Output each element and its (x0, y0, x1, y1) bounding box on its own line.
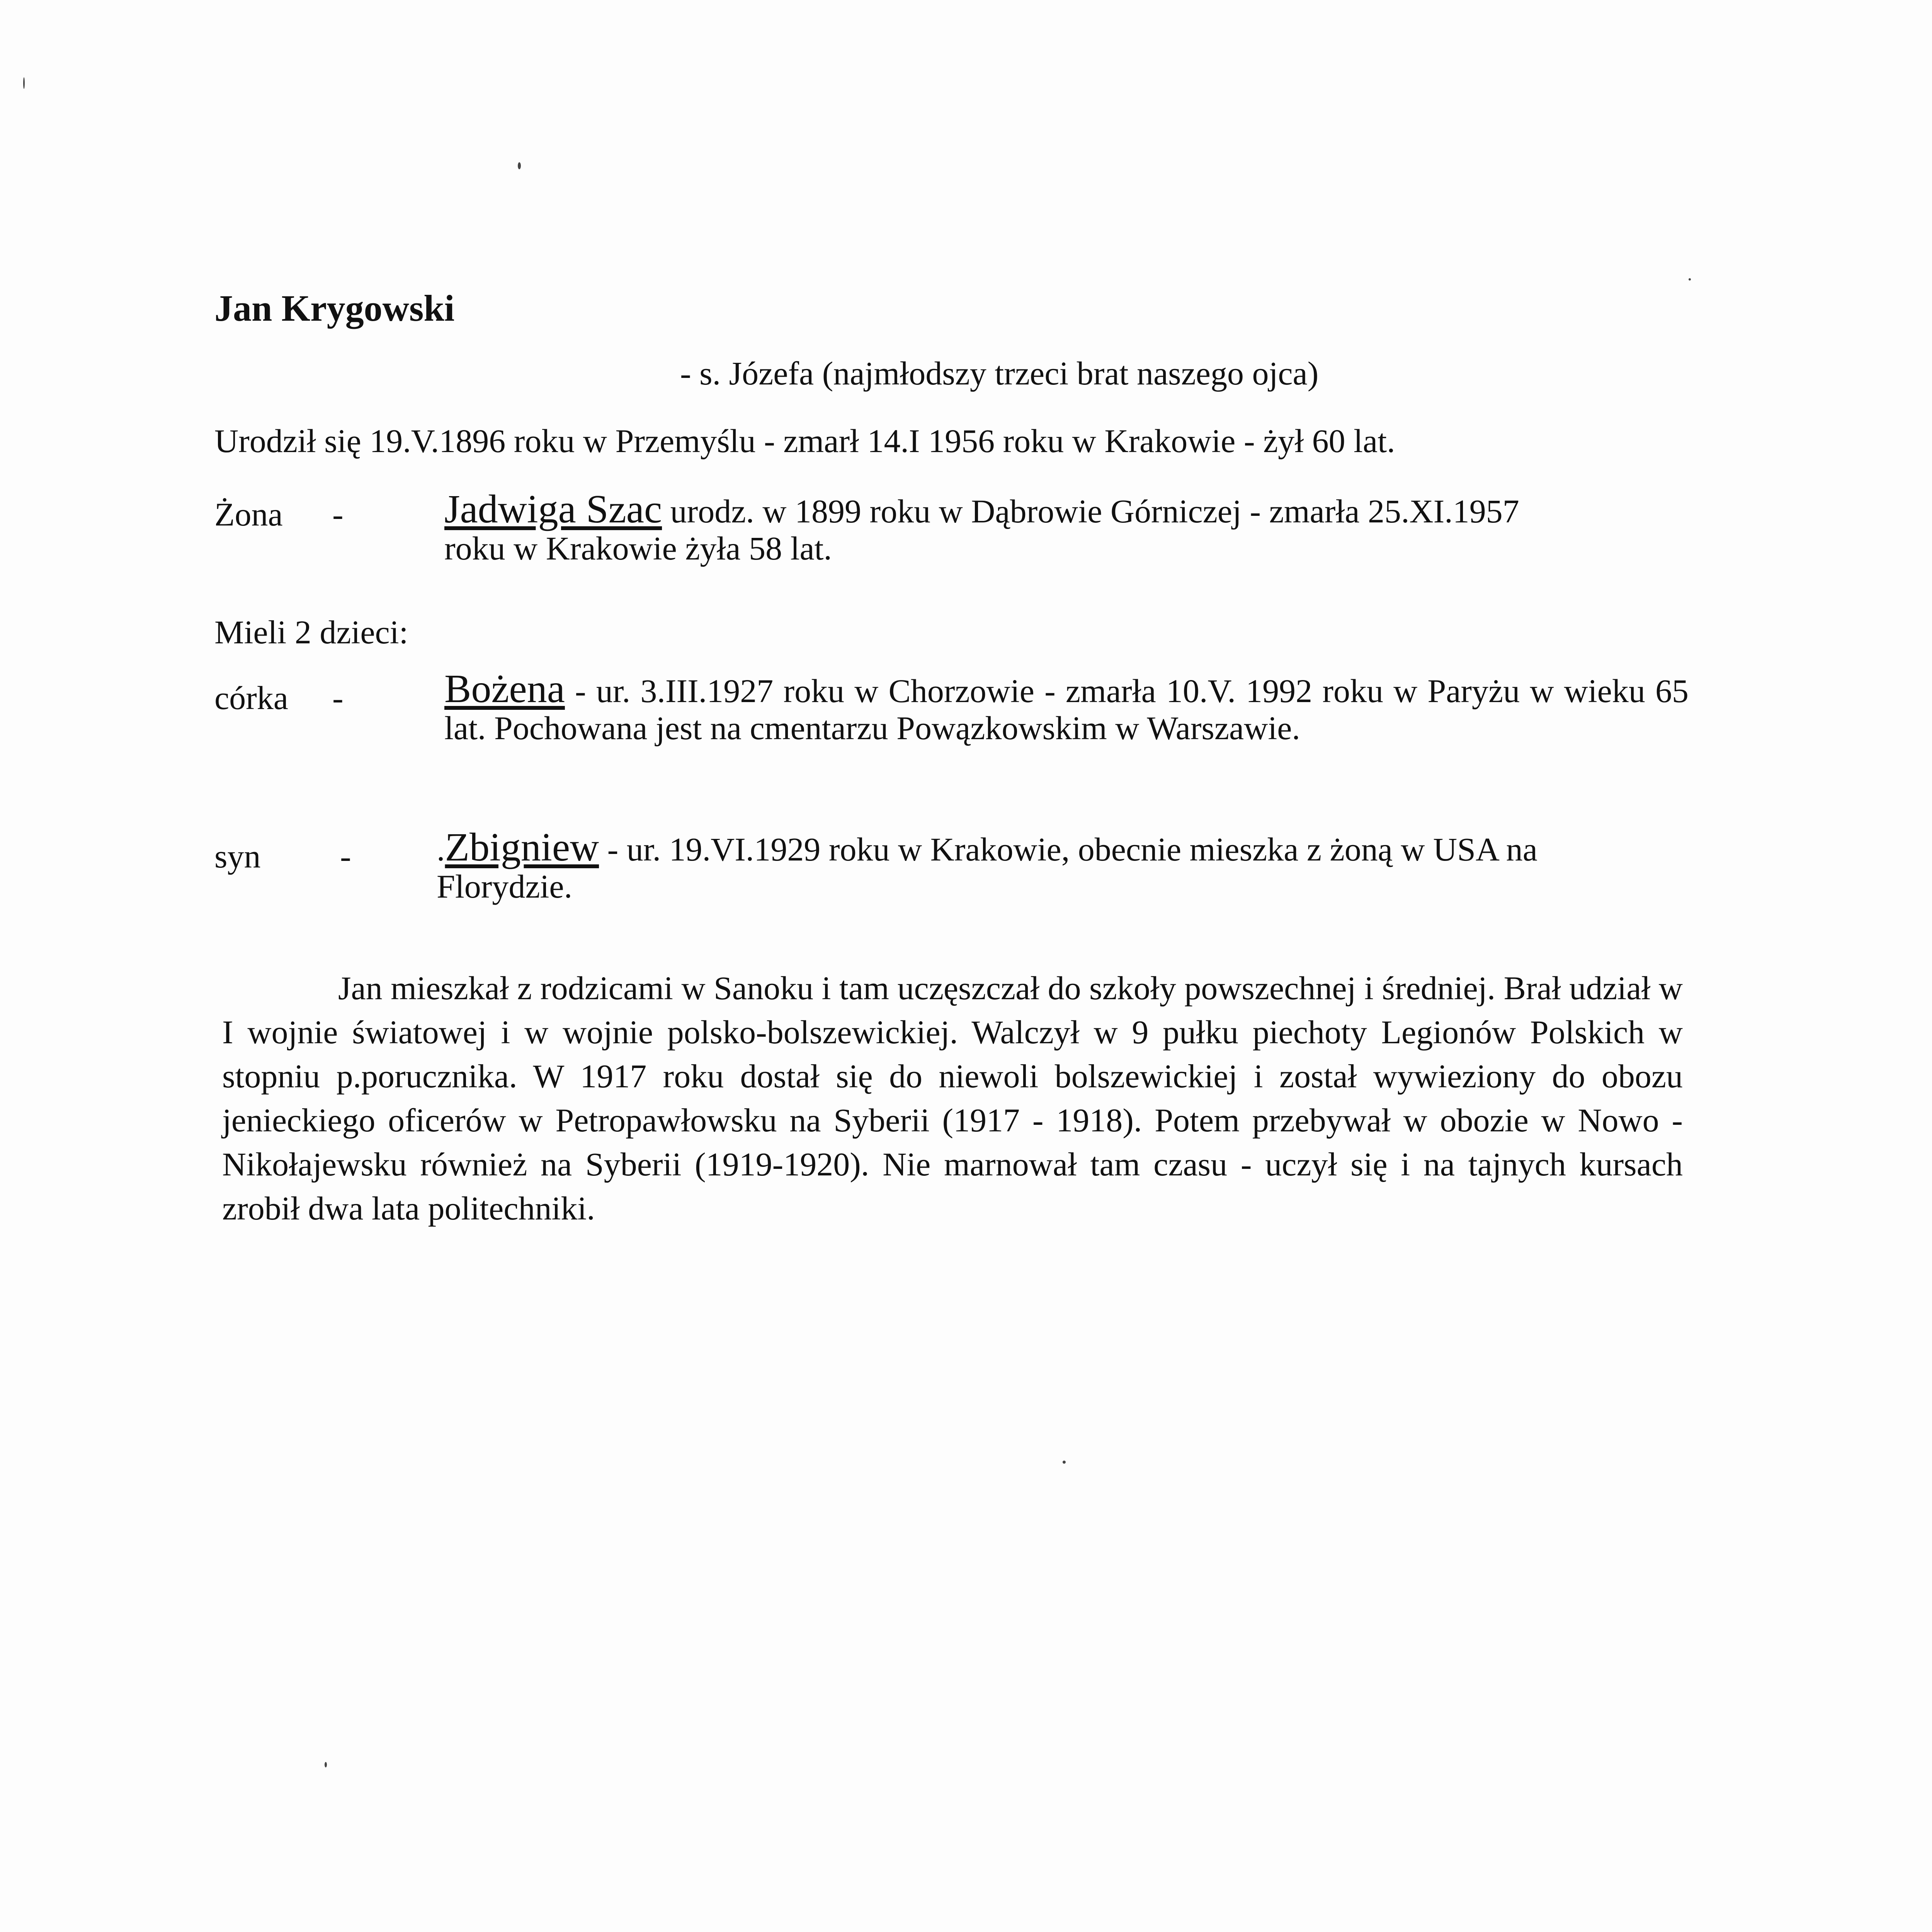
son-prefix: . (437, 831, 445, 868)
scan-speck (325, 1762, 327, 1767)
daughter-label: córka (214, 679, 288, 716)
daughter-name: Bożena (444, 667, 565, 711)
biography-paragraph: Jan mieszkał z rodzicami w Sanoku i tam uczęszczał do szkoły powszechnej i średniej. Brał udział w I wojnie światowej i w wojnie polsko-bolszewickiej. Walczył w 9 pułku piechoty Legionów Polskich w stopniu p.porucznika. W 1917 roku dostał się do niewoli bolszewickiej i został wywieziony do obozu jenieckiego oficerów w Petropawłowsku na Syberii (1917 - 1918). Potem przebywał w obozie w Nowo - Nikołajewsku również na Syberii (1919-1920). Nie marnował tam czasu - uczył się i na tajnych kursach zrobił dwa lata politechniki. (222, 969, 1683, 1227)
daughter-details: - ur. 3.III.1927 roku w Chorzowie - zmarła 10.V. 1992 roku w Paryżu w wieku 65 lat. Pochowana jest na cmentarzu Powązkowskim w Warszawie. (444, 672, 1689, 747)
wife-label: Żona (214, 496, 283, 533)
birth-death-line: Urodził się 19.V.1896 roku w Przemyślu - zmarł 14.I 1956 roku w Krakowie - żył 60 lat. (214, 422, 1395, 459)
son-label: syn (214, 838, 261, 875)
daughter-entry (444, 667, 1689, 747)
scan-speck (23, 77, 25, 89)
subtitle-parentage: - s. Józefa (najmłodszy trzeci brat naszego ojca) (680, 355, 1319, 392)
son-entry (437, 825, 1681, 905)
scan-speck (518, 162, 521, 169)
wife-name: Jadwiga Szac (444, 487, 662, 531)
page-title: Jan Krygowski (214, 287, 455, 329)
scan-speck (1689, 278, 1691, 281)
wife-dash: - (332, 496, 344, 533)
son-name: Zbigniew (445, 825, 599, 869)
daughter-dash: - (332, 679, 344, 716)
scan-speck (1063, 1461, 1066, 1464)
children-intro: Mieli 2 dzieci: (214, 614, 408, 651)
wife-entry (444, 487, 1526, 567)
son-details: - ur. 19.VI.1929 roku w Krakowie, obecnie mieszka z żoną w USA na Florydzie. (437, 831, 1537, 905)
wife-details: urodz. w 1899 roku w Dąbrowie Górniczej - zmarła 25.XI.1957 roku w Krakowie żyła 58 lat. (444, 493, 1519, 567)
son-dash: - (340, 838, 351, 875)
